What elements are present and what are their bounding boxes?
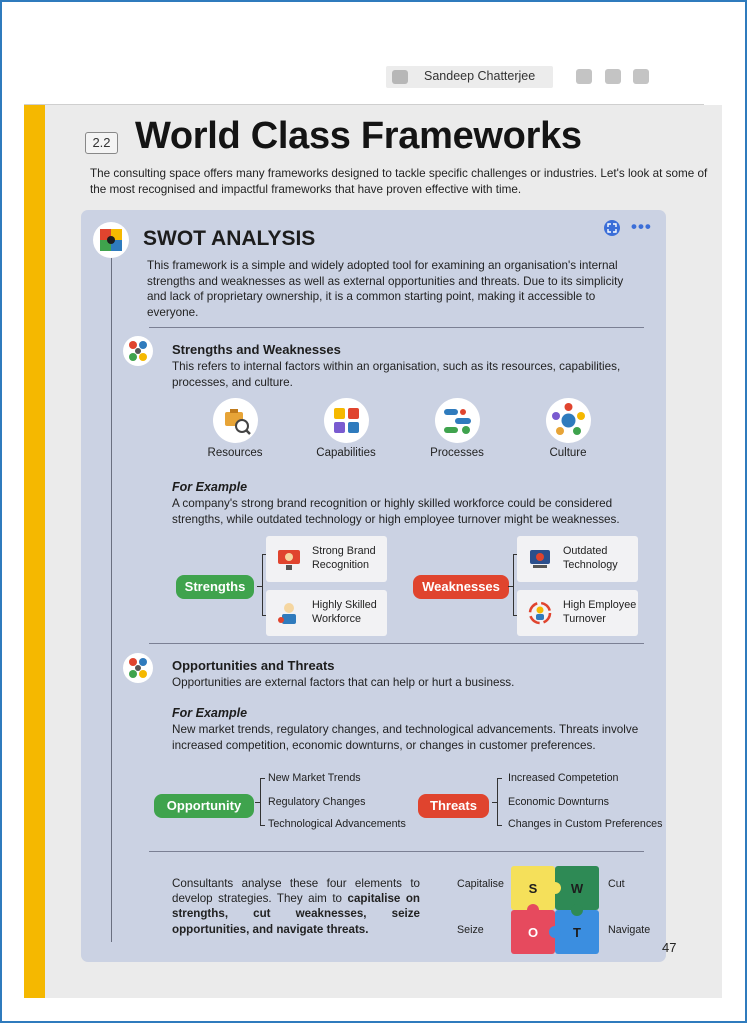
puzzle-letter-w: W [570,881,584,896]
page-accent-bar [24,105,45,998]
swot-mini-icon [123,336,153,366]
divider-3 [149,851,644,852]
opportunity-bracket [260,778,261,826]
employee-turnover-icon [527,600,553,626]
threat-item: Increased Competetion [508,772,619,784]
divider-2 [149,643,644,644]
swot-puzzle-graphic [511,866,599,954]
brand-recognition-icon [276,546,302,572]
sw-example-text: A company's strong brand recognition or highly skilled workforce could be considered strengths, while outdated technology or high employee turnover might be weaknesses. [172,497,620,526]
ot-example-text: New market trends, regulatory changes, and technological advancements. Threats involve increased competition, economic downturns, or changes in customer preferences. [172,723,639,752]
toolbar-button-3[interactable] [633,69,649,84]
top-toolbar [0,66,747,90]
ot-example-heading: For Example [172,706,248,720]
puzzle-label-capitalise: Capitalise [457,878,504,890]
author-name: Sandeep Chatterjee [424,69,536,83]
category-label: Resources [207,447,263,459]
puzzle-letter-o: O [527,925,539,940]
author-avatar-icon [392,70,408,84]
opportunity-pill: Opportunity [154,794,254,818]
divider-1 [149,327,644,328]
weakness-item [517,590,638,636]
strength-item-label: Highly Skilled Workforce [312,599,377,625]
toolbar-button-2[interactable] [605,69,621,84]
puzzle-label-cut: Cut [608,878,625,890]
sw-title: Strengths and Weaknesses [172,342,341,357]
toolbar-button-1[interactable] [576,69,592,84]
sw-description: This refers to internal factors within an organisation, such as its resources, capabilities, processes, and culture. [172,360,621,389]
opportunity-item: Regulatory Changes [268,796,366,808]
weaknesses-pill: Weaknesses [413,575,509,599]
section-intro: The consulting space offers many frameworks designed to tackle specific challenges or industries. Let's look at some of the most recognised and impactful frameworks that have proven effective with time. [90,167,708,196]
threat-item: Economic Downturns [508,796,609,808]
puzzle-letter-t: T [573,925,581,940]
outdated-technology-icon [527,546,553,572]
card-title: SWOT ANALYSIS [143,227,316,250]
ot-description: Opportunities are external factors that can help or hurt a business. [172,676,515,689]
expand-icon[interactable] [604,220,620,236]
processes-icon [435,398,480,443]
resources-icon [213,398,258,443]
threats-bracket [497,778,498,826]
category-resources [195,398,275,459]
strength-item [266,590,387,636]
puzzle-letter-s: S [528,881,538,896]
threat-item: Changes in Custom Preferences [508,818,663,830]
card-description: This framework is a simple and widely adopted tool for examining an organisation's internal strengths and weaknesses as well as external opportunities and threats. Due to its simplicity and lack of proprietary ownership, it is a common starting point, making it accessible to everyone. [147,259,624,319]
page-number: 47 [662,940,677,955]
opportunity-item: New Market Trends [268,772,361,784]
category-processes [417,398,497,459]
timeline-line [111,252,112,942]
strengths-bracket [262,554,263,616]
category-culture [528,398,608,459]
section-number: 2.2 [85,132,118,154]
weakness-item-label: Outdated Technology [563,545,618,571]
book-page [24,105,722,998]
puzzle-label-seize: Seize [457,924,484,936]
category-capabilities [306,398,386,459]
conclusion-text: Consultants analyse these four elements to develop strategies. They aim to capitalise on strengths, cut weaknesses, seize opportunities, and navigate threats. [172,877,421,936]
capabilities-icon [324,398,369,443]
swot-mini-icon [123,653,153,683]
puzzle-label-navigate: Navigate [608,924,651,936]
culture-icon [546,398,591,443]
sw-example-heading: For Example [172,480,248,494]
page-title: World Class Frameworks [135,115,582,157]
weakness-item [517,536,638,582]
weaknesses-bracket [513,554,514,616]
swot-puzzle-icon [93,222,129,258]
category-label: Culture [549,447,587,459]
category-label: Capabilities [316,447,376,459]
weakness-item-label: High Employee Turnover [563,599,637,625]
strength-item-label: Strong Brand Recognition [312,545,376,571]
strengths-pill: Strengths [176,575,254,599]
skilled-workforce-icon [276,600,302,626]
swot-card [81,210,666,962]
ot-title: Opportunities and Threats [172,658,335,673]
strength-item [266,536,387,582]
more-options-icon[interactable]: ••• [631,217,652,236]
opportunity-item: Technological Advancements [268,818,406,830]
author-chip[interactable] [386,66,553,88]
category-label: Processes [430,447,484,459]
threats-pill: Threats [418,794,489,818]
